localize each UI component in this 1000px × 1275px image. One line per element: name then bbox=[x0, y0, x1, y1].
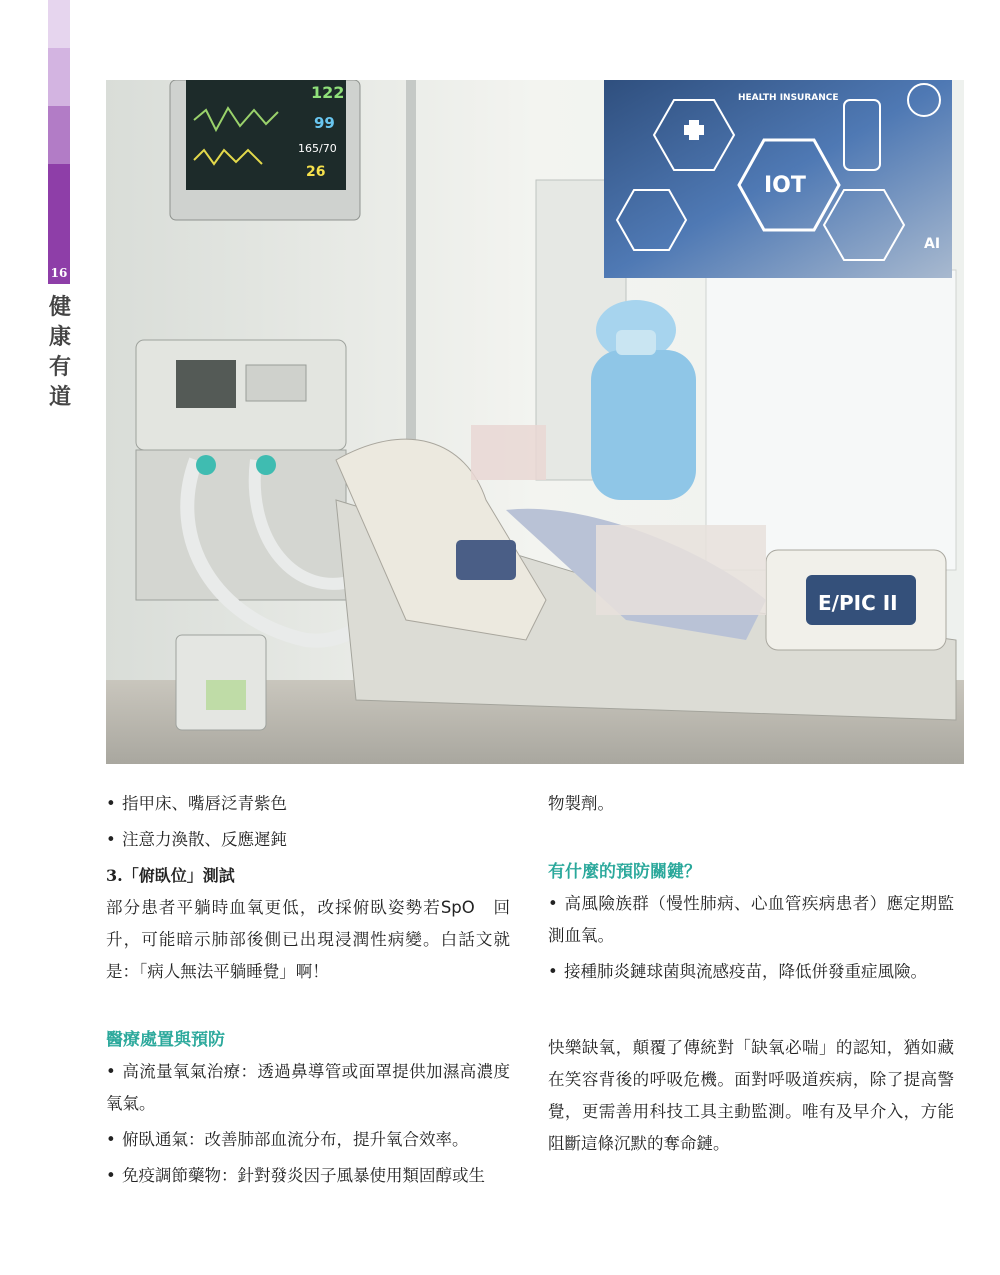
list-item: • 高風險族群（慢性肺病、心血管疾病患者）應定期監測血氧。 bbox=[548, 894, 954, 945]
left-column bbox=[106, 788, 510, 1196]
ai-label: AI bbox=[924, 236, 941, 252]
section-title: 健康有道 bbox=[48, 294, 71, 410]
monitor-value: 165/70 bbox=[298, 142, 337, 155]
health-insurance-label: HEALTH INSURANCE bbox=[738, 93, 839, 103]
right-column bbox=[548, 788, 954, 1160]
monitor-value: 122 bbox=[311, 83, 345, 102]
list-item: • 接種肺炎鏈球菌與流感疫苗，降低併發重症風險。 bbox=[548, 962, 927, 981]
heading-treatment: 醫療處置與預防 bbox=[106, 1030, 225, 1050]
closing-paragraph: 快樂缺氧，顛覆了傳統對「缺氧必喘」的認知，猶如藏在笑容背後的呼吸危機。面對呼吸道疾病，除了提高警覺，更需善用科技工具主動監測。唯有及早介入，方能阻斷這條沉默的奪命鏈。 bbox=[548, 1038, 954, 1153]
digital-health-inset bbox=[604, 80, 952, 278]
monitor-value: 99 bbox=[314, 114, 335, 132]
list-item: • 高流量氧氣治療：透過鼻導管或面罩提供加濕高濃度氧氣。 bbox=[106, 1062, 510, 1113]
list-item: • 注意力渙散、反應遲鈍 bbox=[106, 830, 287, 849]
side-color-strip bbox=[48, 0, 70, 262]
continuation-text: 物製劑。 bbox=[548, 794, 614, 813]
monitor-value: 26 bbox=[306, 164, 326, 180]
page-number: 16 bbox=[48, 262, 70, 284]
list-item: • 免疫調節藥物：針對發炎因子風暴使用類固醇或生 bbox=[106, 1166, 485, 1185]
iot-label: IOT bbox=[764, 173, 806, 198]
bed-brand: E/PIC II bbox=[818, 591, 898, 615]
subheading-prone-test: 3.「俯臥位」測試 bbox=[106, 866, 235, 885]
prone-test-paragraph: 部分患者平躺時血氧更低，改採俯臥姿勢若SpO 回升，可能暗示肺部後側已出現浸潤性病變。白話文就是：「病人無法平躺睡覺」啊！ bbox=[106, 898, 510, 981]
list-item: • 俯臥通氣：改善肺部血流分布，提升氧合效率。 bbox=[106, 1130, 469, 1149]
heading-prevention: 有什麼的預防關鍵？ bbox=[548, 862, 701, 882]
list-item: • 指甲床、嘴唇泛青紫色 bbox=[106, 794, 287, 813]
